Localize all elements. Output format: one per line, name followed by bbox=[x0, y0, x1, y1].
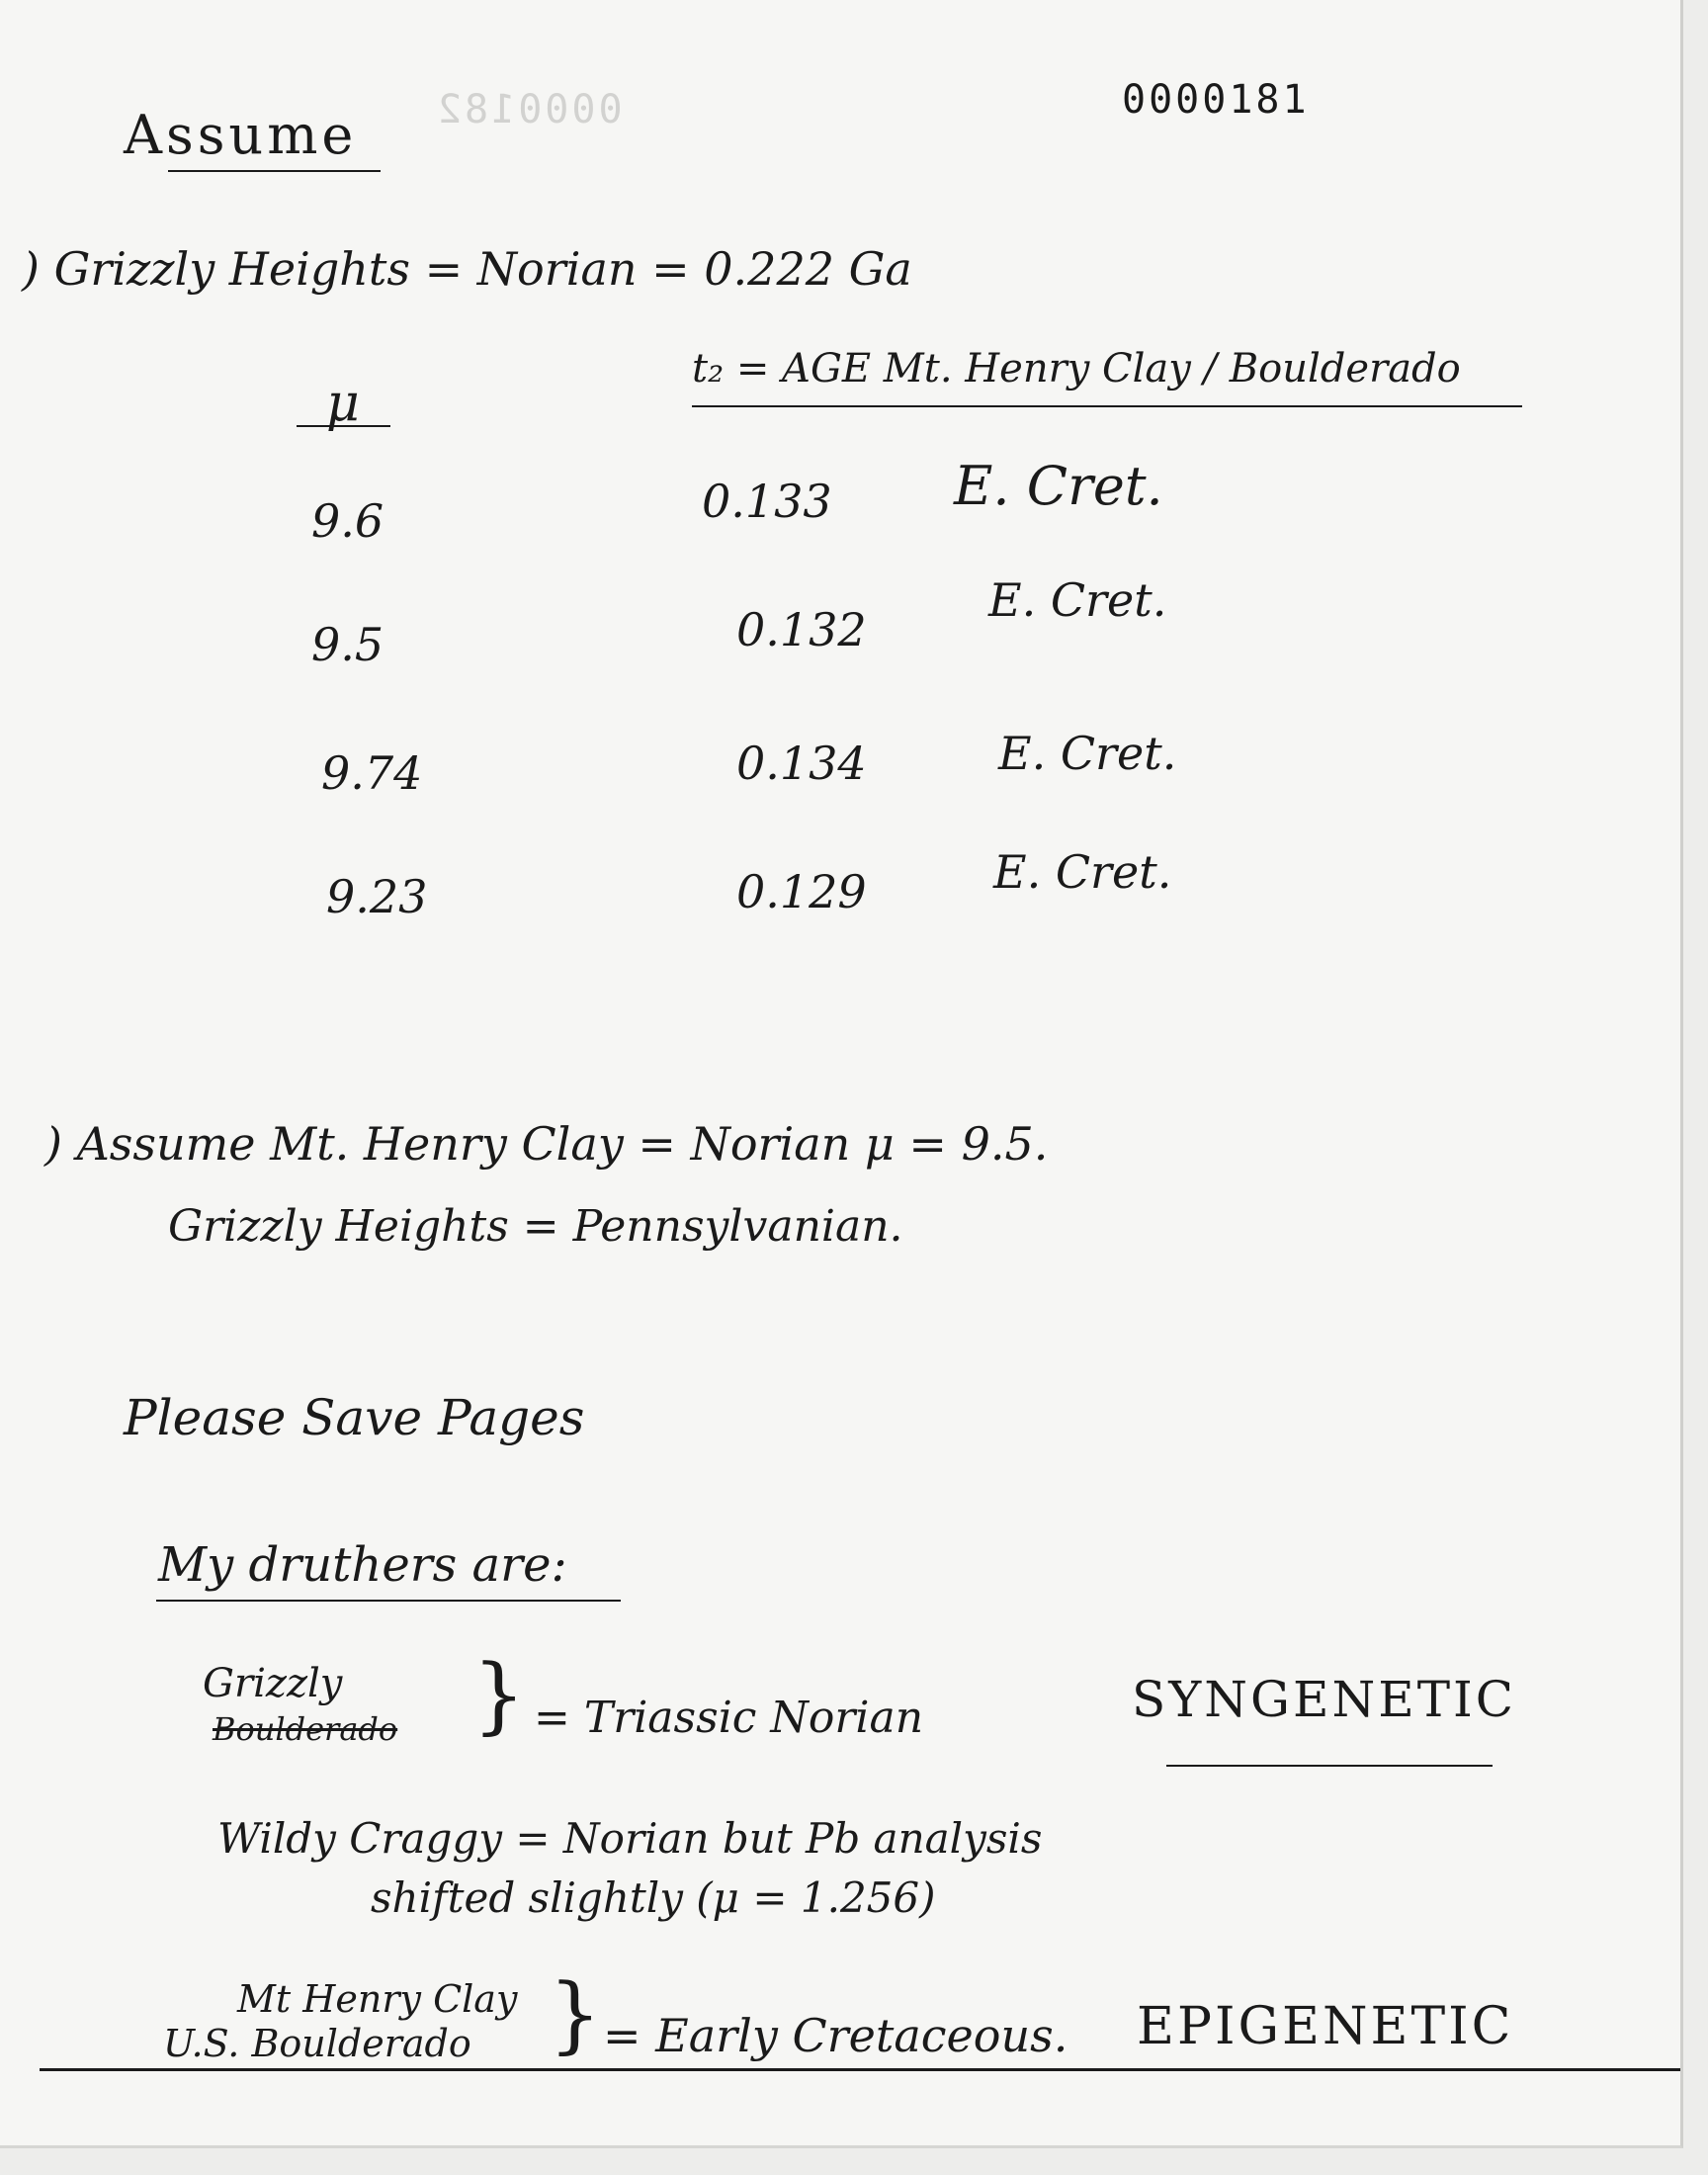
row1-age: E. Cret. bbox=[954, 455, 1163, 517]
bleed-through-number: 0000182 bbox=[435, 87, 623, 132]
row4-t2: 0.129 bbox=[736, 865, 867, 918]
brace-cretaceous: } bbox=[549, 1965, 602, 2062]
t2-header-underline bbox=[692, 405, 1522, 407]
row3-age: E. Cret. bbox=[998, 727, 1177, 780]
druthers-heading: My druthers are: bbox=[158, 1537, 567, 1593]
epigenetic: EPIGENETIC bbox=[1137, 1997, 1514, 2056]
row4-age: E. Cret. bbox=[993, 845, 1172, 899]
triassic-norian: = Triassic Norian bbox=[534, 1693, 924, 1743]
row2-age: E. Cret. bbox=[988, 573, 1167, 627]
heading-assume: Assume bbox=[124, 104, 358, 166]
col-header-t2-age: t₂ = AGE Mt. Henry Clay / Boulderado bbox=[692, 346, 1461, 392]
early-cretaceous: = Early Cretaceous. bbox=[603, 2009, 1068, 2062]
syngenetic: SYNGENETIC bbox=[1132, 1671, 1517, 1728]
grizzly-norian-line: ) Grizzly Heights = Norian = 0.222 Ga bbox=[22, 242, 912, 296]
row3-mu: 9.74 bbox=[321, 746, 423, 800]
syngenetic-underline bbox=[1166, 1765, 1493, 1767]
mt-henry-clay-label: Mt Henry Clay bbox=[237, 1977, 518, 2021]
grizzly-pennsylvanian-line: Grizzly Heights = Pennsylvanian. bbox=[168, 1201, 903, 1252]
mu-underline bbox=[297, 425, 390, 427]
boulderado-struck: Boulderado bbox=[213, 1710, 398, 1748]
shifted-slightly-line: shifted slightly (μ = 1.256) bbox=[371, 1873, 936, 1922]
grizzly-label: Grizzly bbox=[203, 1661, 343, 1706]
row1-t2: 0.133 bbox=[702, 475, 832, 528]
please-save-pages: Please Save Pages bbox=[124, 1389, 585, 1446]
druthers-underline bbox=[156, 1600, 621, 1602]
wildy-craggy-line: Wildy Craggy = Norian but Pb analysis bbox=[217, 1814, 1043, 1863]
row1-mu: 9.6 bbox=[311, 494, 384, 548]
row3-t2: 0.134 bbox=[736, 737, 867, 790]
col-header-mu: μ bbox=[326, 374, 360, 433]
document-number: 0000181 bbox=[1122, 77, 1310, 123]
row2-t2: 0.132 bbox=[736, 603, 867, 656]
us-boulderado-label: U.S. Boulderado bbox=[163, 2022, 471, 2065]
row4-mu: 9.23 bbox=[326, 870, 428, 923]
row2-mu: 9.5 bbox=[311, 618, 384, 671]
heading-underline bbox=[168, 170, 381, 172]
page-bottom-rule bbox=[40, 2068, 1680, 2071]
brace-triassic: } bbox=[472, 1646, 526, 1743]
assume-henry-clay-line: ) Assume Mt. Henry Clay = Norian μ = 9.5. bbox=[44, 1117, 1049, 1171]
